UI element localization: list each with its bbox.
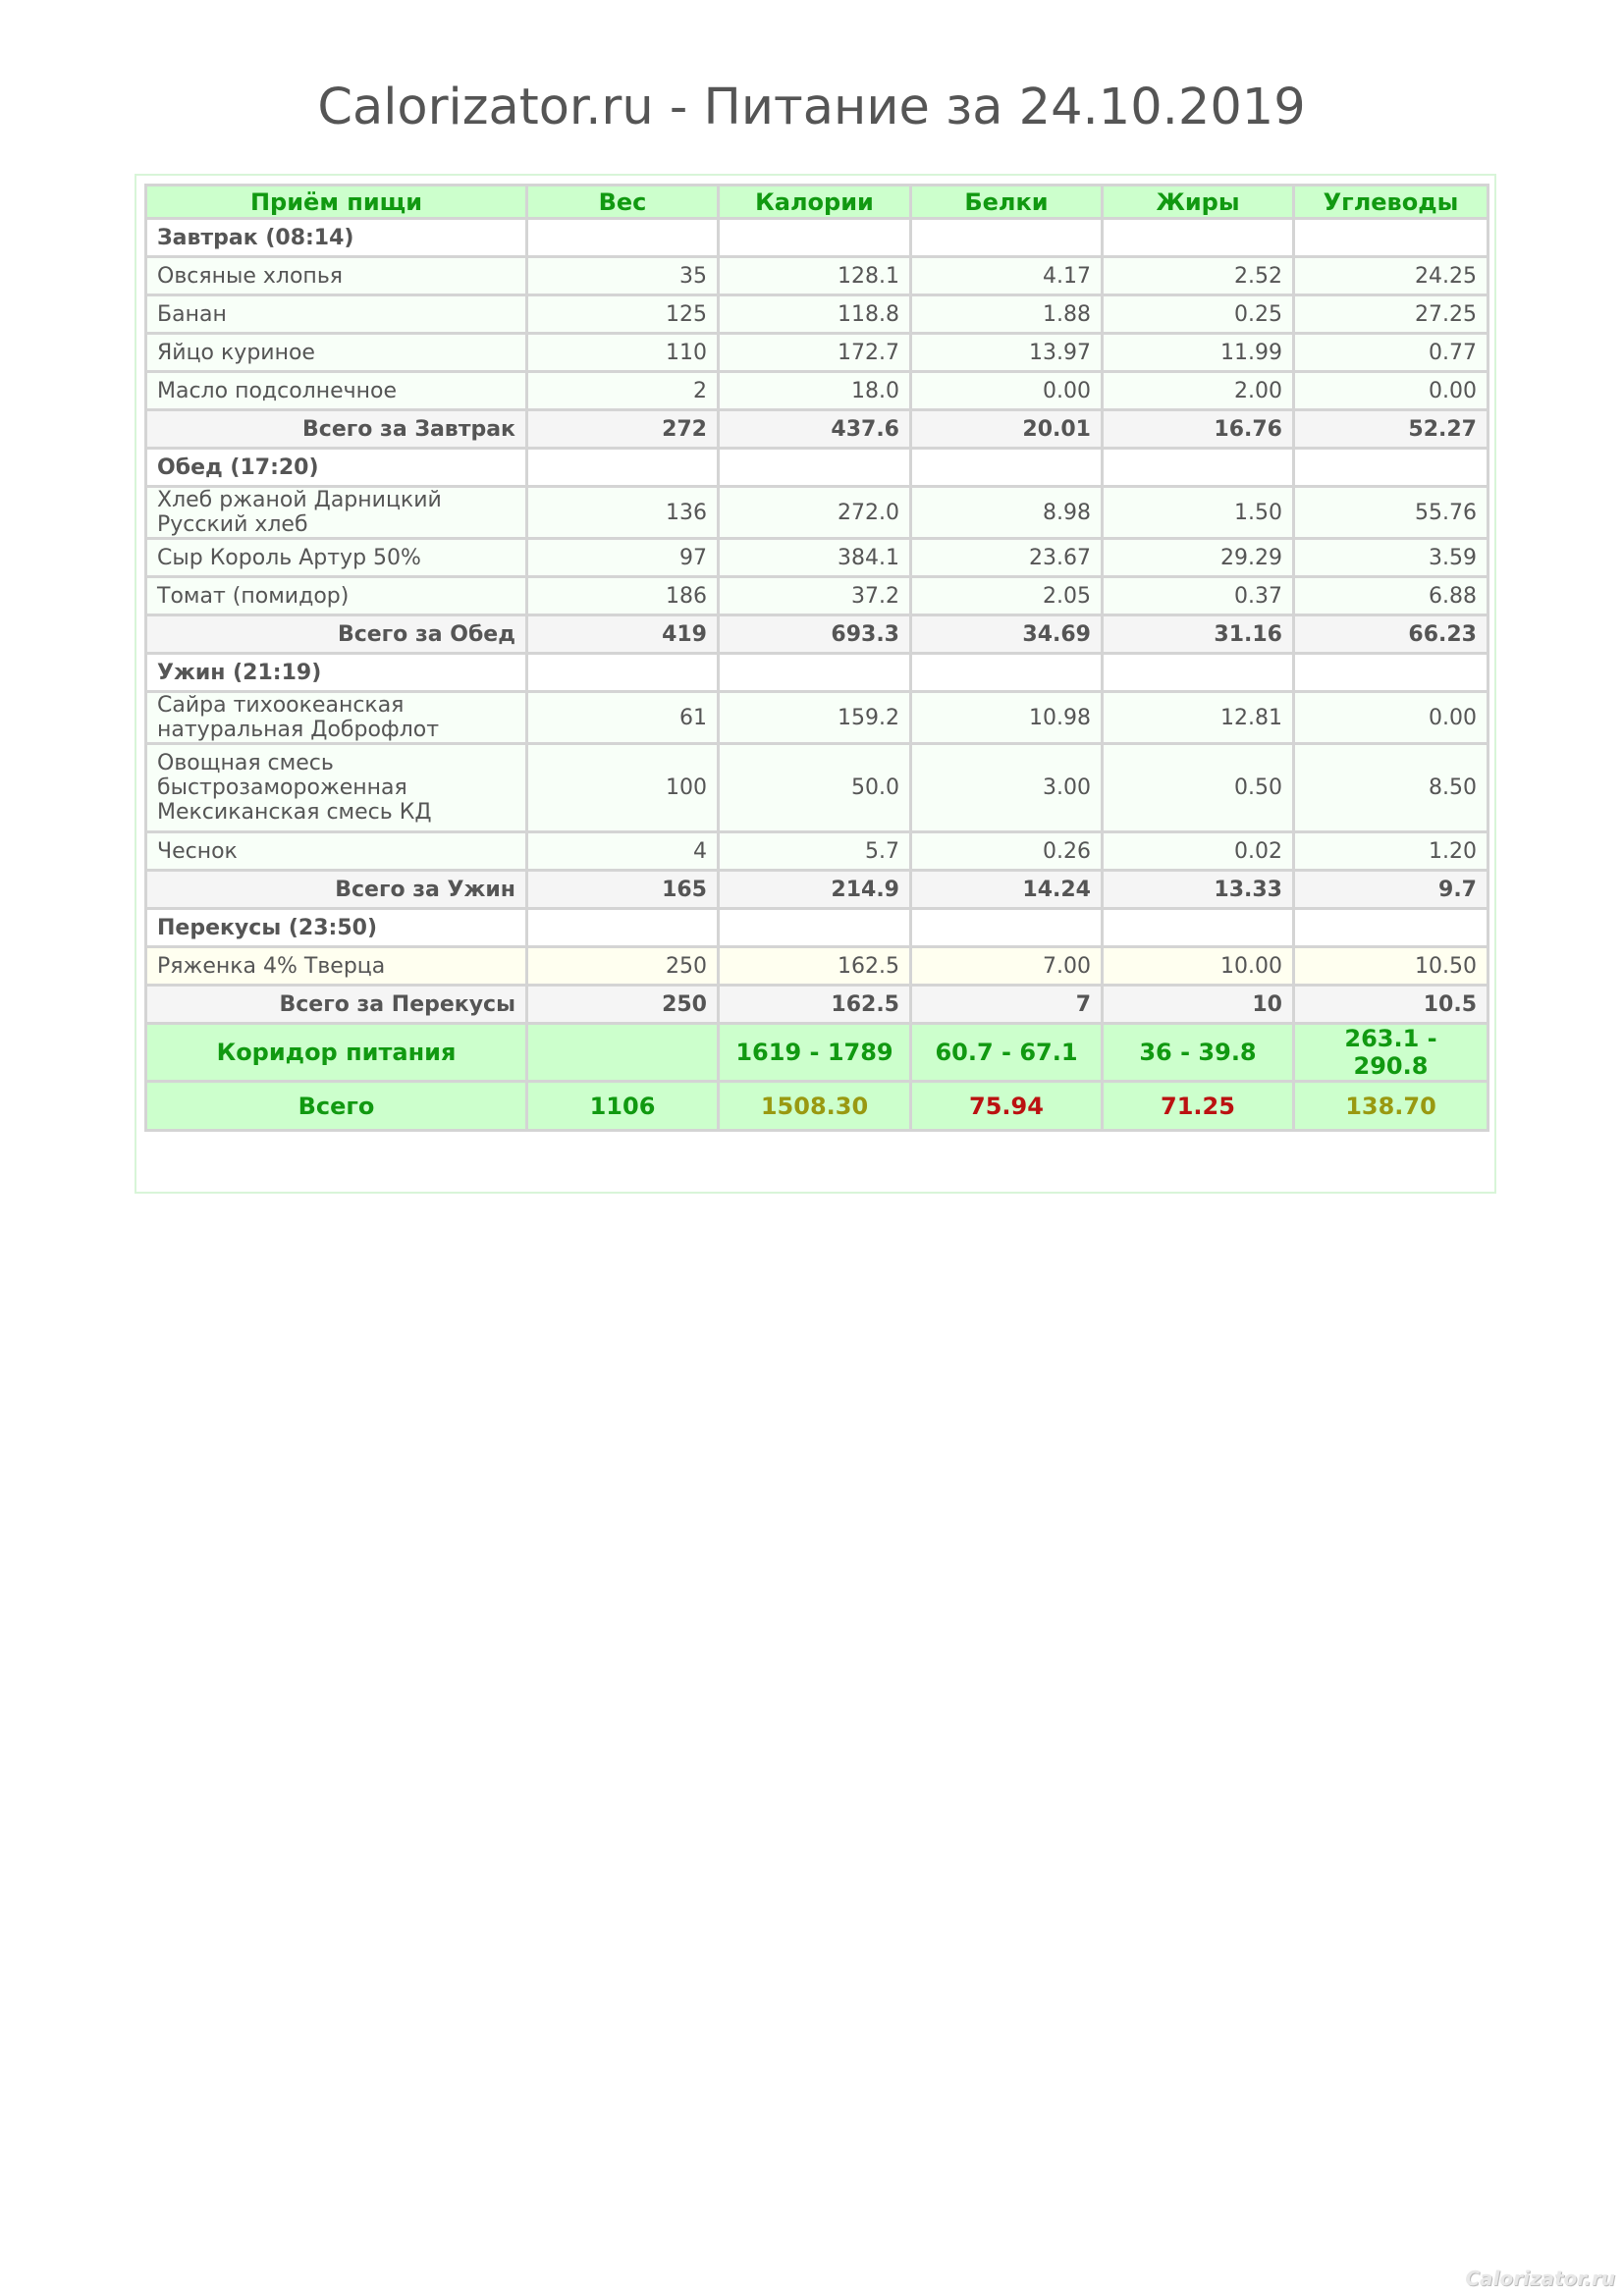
protein-cell: 14.24: [911, 871, 1103, 909]
subtotal-label: Всего за Перекусы: [146, 986, 527, 1024]
carbs-cell: 1.20: [1294, 832, 1488, 871]
kcal-cell: 693.3: [719, 615, 911, 654]
protein-cell: 34.69: [911, 615, 1103, 654]
table-row: [146, 744, 1488, 832]
carbs-cell: 6.88: [1294, 577, 1488, 615]
kcal-cell: 159.2: [719, 692, 911, 744]
subtotal-row: [146, 410, 1488, 449]
corridor-weight: [527, 1024, 719, 1082]
weight-cell: 97: [527, 539, 719, 577]
nutrition-table: [144, 184, 1489, 1132]
carbs-cell: 27.25: [1294, 295, 1488, 334]
carbs-cell: 10.50: [1294, 947, 1488, 986]
fat-cell: 16.76: [1103, 410, 1294, 449]
carbs-cell: 10.5: [1294, 986, 1488, 1024]
protein-cell: 2.05: [911, 577, 1103, 615]
kcal-cell: 37.2: [719, 577, 911, 615]
kcal-cell: 128.1: [719, 257, 911, 295]
table-row: [146, 257, 1488, 295]
food-name: Масло подсолнечное: [146, 372, 527, 410]
table-row: [146, 832, 1488, 871]
carbs-cell: 52.27: [1294, 410, 1488, 449]
fat-cell: 29.29: [1103, 539, 1294, 577]
meal-row: [146, 909, 1488, 947]
fat-cell: 11.99: [1103, 334, 1294, 372]
protein-cell: 1.88: [911, 295, 1103, 334]
food-name: Сыр Король Артур 50%: [146, 539, 527, 577]
carbs-cell: 9.7: [1294, 871, 1488, 909]
total-weight: 1106: [527, 1082, 719, 1131]
carbs-cell: 24.25: [1294, 257, 1488, 295]
food-name: Банан: [146, 295, 527, 334]
food-name: Яйцо куриное: [146, 334, 527, 372]
fat-cell: 1.50: [1103, 487, 1294, 539]
fat-cell: 12.81: [1103, 692, 1294, 744]
weight-cell: 61: [527, 692, 719, 744]
subtotal-row: [146, 615, 1488, 654]
kcal-cell: 162.5: [719, 986, 911, 1024]
weight-cell: 2: [527, 372, 719, 410]
weight-cell: 419: [527, 615, 719, 654]
table-row: [146, 692, 1488, 744]
weight-cell: 186: [527, 577, 719, 615]
fat-cell: 0.50: [1103, 744, 1294, 832]
carbs-cell: 3.59: [1294, 539, 1488, 577]
fat-cell: 10.00: [1103, 947, 1294, 986]
table-row: [146, 487, 1488, 539]
weight-cell: 250: [527, 986, 719, 1024]
kcal-cell: 214.9: [719, 871, 911, 909]
header-weight: Вес: [527, 186, 719, 219]
corridor-protein: 60.7 - 67.1: [911, 1024, 1103, 1082]
fat-cell: 0.02: [1103, 832, 1294, 871]
total-carbs: 138.70: [1294, 1082, 1488, 1131]
corridor-carbs: 263.1 - 290.8: [1294, 1024, 1488, 1082]
carbs-cell: 0.00: [1294, 692, 1488, 744]
carbs-cell: 8.50: [1294, 744, 1488, 832]
fat-cell: 2.52: [1103, 257, 1294, 295]
protein-cell: 7: [911, 986, 1103, 1024]
weight-cell: 35: [527, 257, 719, 295]
protein-cell: 0.26: [911, 832, 1103, 871]
fat-cell: 13.33: [1103, 871, 1294, 909]
carbs-cell: 55.76: [1294, 487, 1488, 539]
weight-cell: 125: [527, 295, 719, 334]
weight-cell: 165: [527, 871, 719, 909]
watermark: Calorizator.ru: [1465, 2267, 1615, 2290]
kcal-cell: 437.6: [719, 410, 911, 449]
subtotal-label: Всего за Обед: [146, 615, 527, 654]
kcal-cell: 384.1: [719, 539, 911, 577]
weight-cell: 4: [527, 832, 719, 871]
meal-row: [146, 654, 1488, 692]
weight-cell: 136: [527, 487, 719, 539]
protein-cell: 8.98: [911, 487, 1103, 539]
weight-cell: 272: [527, 410, 719, 449]
subtotal-row: [146, 986, 1488, 1024]
food-name: Сайра тихоокеанская натуральная Доброфлот: [146, 692, 527, 744]
protein-cell: 10.98: [911, 692, 1103, 744]
total-fat: 71.25: [1103, 1082, 1294, 1131]
corridor-fat: 36 - 39.8: [1103, 1024, 1294, 1082]
weight-cell: 100: [527, 744, 719, 832]
corridor-label: Коридор питания: [146, 1024, 527, 1082]
header-kcal: Калории: [719, 186, 911, 219]
weight-cell: 250: [527, 947, 719, 986]
carbs-cell: 0.00: [1294, 372, 1488, 410]
fat-cell: 0.37: [1103, 577, 1294, 615]
food-name: Томат (помидор): [146, 577, 527, 615]
header-carbs: Углеводы: [1294, 186, 1488, 219]
page-title: Calorizator.ru - Питание за 24.10.2019: [317, 79, 1306, 136]
kcal-cell: 5.7: [719, 832, 911, 871]
carbs-cell: 0.77: [1294, 334, 1488, 372]
fat-cell: 31.16: [1103, 615, 1294, 654]
subtotal-label: Всего за Ужин: [146, 871, 527, 909]
table-row: [146, 539, 1488, 577]
header-meal: Приём пищи: [146, 186, 527, 219]
fat-cell: 2.00: [1103, 372, 1294, 410]
subtotal-row: [146, 871, 1488, 909]
meal-row: [146, 449, 1488, 487]
protein-cell: 0.00: [911, 372, 1103, 410]
meal-row: [146, 219, 1488, 257]
total-protein: 75.94: [911, 1082, 1103, 1131]
header-protein: Белки: [911, 186, 1103, 219]
food-name: Овсяные хлопья: [146, 257, 527, 295]
header-fat: Жиры: [1103, 186, 1294, 219]
table-row: [146, 295, 1488, 334]
meal-name: Обед (17:20): [146, 449, 527, 487]
protein-cell: 4.17: [911, 257, 1103, 295]
table-row: [146, 334, 1488, 372]
kcal-cell: 162.5: [719, 947, 911, 986]
kcal-cell: 172.7: [719, 334, 911, 372]
total-kcal: 1508.30: [719, 1082, 911, 1131]
protein-cell: 13.97: [911, 334, 1103, 372]
corridor-kcal: 1619 - 1789: [719, 1024, 911, 1082]
total-label: Всего: [146, 1082, 527, 1131]
meal-name: Ужин (21:19): [146, 654, 527, 692]
food-name: Овощная смесь быстрозамороженная Мексиканская смесь КД: [146, 744, 527, 832]
header-row: [146, 186, 1488, 219]
fat-cell: 10: [1103, 986, 1294, 1024]
protein-cell: 23.67: [911, 539, 1103, 577]
table-row: [146, 372, 1488, 410]
meal-name: Перекусы (23:50): [146, 909, 527, 947]
protein-cell: 20.01: [911, 410, 1103, 449]
protein-cell: 3.00: [911, 744, 1103, 832]
food-name: Хлеб ржаной Дарницкий Русский хлеб: [146, 487, 527, 539]
protein-cell: 7.00: [911, 947, 1103, 986]
fat-cell: 0.25: [1103, 295, 1294, 334]
corridor-row: [146, 1024, 1488, 1082]
kcal-cell: 118.8: [719, 295, 911, 334]
table-row: [146, 947, 1488, 986]
carbs-cell: 66.23: [1294, 615, 1488, 654]
meal-name: Завтрак (08:14): [146, 219, 527, 257]
subtotal-label: Всего за Завтрак: [146, 410, 527, 449]
table-row: [146, 577, 1488, 615]
food-name: Чеснок: [146, 832, 527, 871]
kcal-cell: 18.0: [719, 372, 911, 410]
kcal-cell: 50.0: [719, 744, 911, 832]
food-name: Ряженка 4% Тверца: [146, 947, 527, 986]
kcal-cell: 272.0: [719, 487, 911, 539]
total-row: [146, 1082, 1488, 1131]
weight-cell: 110: [527, 334, 719, 372]
